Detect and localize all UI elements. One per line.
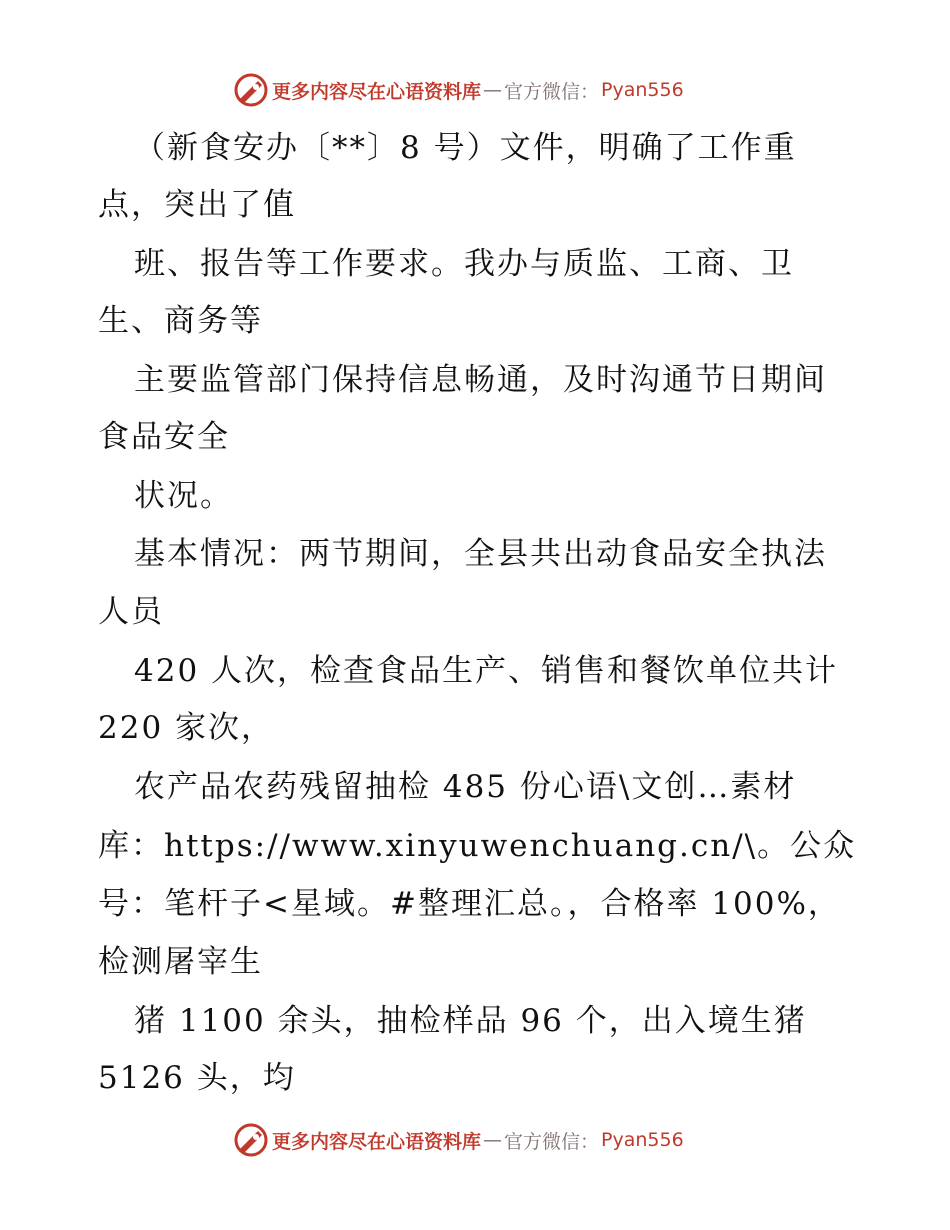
text-line: 状况。 bbox=[134, 478, 233, 514]
text-line: （新食安办〔**〕8 号）文件，明确了工作重 bbox=[134, 130, 797, 166]
text-line: 号：笔杆子<星域。#整理汇总。，合格率 100%， bbox=[98, 886, 841, 922]
banner-main-text: 更多内容尽在心语资料库 bbox=[272, 1130, 482, 1153]
text-line: 检测屠宰生 bbox=[98, 944, 263, 980]
banner-main-text: 更多内容尽在心语资料库 bbox=[272, 80, 482, 103]
text-line: 220 家次， bbox=[98, 710, 275, 746]
banner-dash: — bbox=[483, 1129, 503, 1151]
banner-wechat-label: 官方微信： bbox=[504, 1130, 600, 1153]
text-line: 人员 bbox=[98, 594, 164, 630]
text-line: 主要监管部门保持信息畅通，及时沟通节日期间 bbox=[134, 362, 827, 398]
text-line: 点，突出了值 bbox=[98, 187, 296, 223]
text-line: 420 人次，检查食品生产、销售和餐饮单位共计 bbox=[134, 653, 839, 689]
text-line: 食品安全 bbox=[98, 419, 230, 455]
banner-wechat-id: Pyan556 bbox=[601, 79, 684, 101]
banner-wechat-id: Pyan556 bbox=[601, 1129, 684, 1151]
text-line: 生、商务等 bbox=[98, 303, 263, 339]
banner-wechat-label: 官方微信： bbox=[504, 80, 600, 103]
text-line: 猪 1100 余头，抽检样品 96 个，出入境生猪 bbox=[134, 1003, 807, 1039]
footer-watermark-banner bbox=[234, 1122, 684, 1158]
text-line: 农产品农药残留抽检 485 份心语\文创…素材 bbox=[134, 769, 797, 805]
text-line: 库：https://www.xinyuwenchuang.cn/\。公众 bbox=[98, 828, 857, 864]
text-line: 基本情况：两节期间，全县共出动食品安全执法 bbox=[134, 536, 827, 572]
text-line: 班、报告等工作要求。我办与质监、工商、卫 bbox=[134, 246, 794, 282]
text-line: 5126 头，均 bbox=[98, 1060, 296, 1096]
banner-dash: — bbox=[483, 79, 503, 101]
pen-logo-icon bbox=[234, 1123, 268, 1157]
